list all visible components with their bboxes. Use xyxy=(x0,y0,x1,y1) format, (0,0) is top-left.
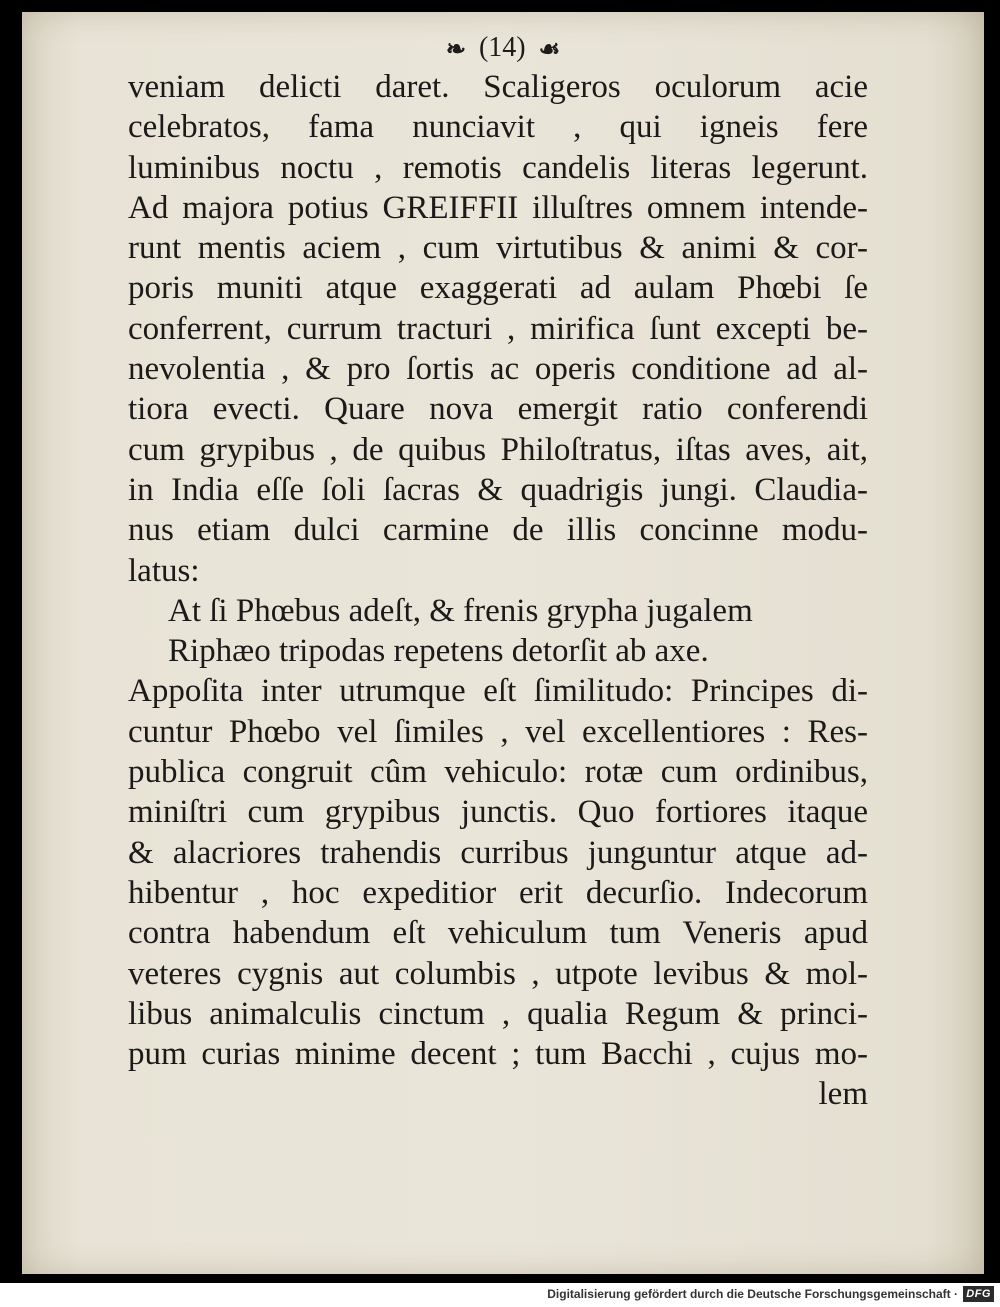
verse-line: At ſi Phœbus adeſt, & frenis grypha jugalem xyxy=(168,592,753,629)
text-line: contra habendum eſt vehiculum tum Veneris apud xyxy=(128,915,868,952)
text-line: celebratos, fama nunciavit , qui igneis fere xyxy=(128,109,868,146)
page-number: (14) xyxy=(478,32,526,63)
text-line: hibentur , hoc expeditior erit decurſio. Indecorum xyxy=(128,874,868,911)
ornament-left-icon: ❧ xyxy=(445,36,466,63)
text-line: latus: xyxy=(128,552,200,589)
footer-bar xyxy=(0,1283,1000,1307)
text-line: veniam delicti daret. Scaligeros oculorum acie xyxy=(128,69,868,105)
text-line: pum curias minime decent ; tum Bacchi , cujus mo- xyxy=(128,1036,868,1073)
footer-credit: Digitalisierung gefördert durch die Deutsche Forschungsgemeinschaft · xyxy=(547,1287,958,1301)
text-line: runt mentis aciem , cum virtutibus & animi & cor- xyxy=(128,230,868,267)
text-line: tiora evecti. Quare nova emergit ratio conferendi xyxy=(128,391,868,428)
text-line: in India eſſe ſoli ſacras & quadrigis jungi. Claudia- xyxy=(128,471,868,508)
ornament-right-icon: ☙ xyxy=(538,36,561,63)
text-line: luminibus noctu , remotis candelis literas legerunt. xyxy=(128,149,868,186)
text-line: cum grypibus , de quibus Philoſtratus, iſtas aves, ait, xyxy=(128,431,868,468)
body-text xyxy=(128,67,868,1115)
text-line: poris muniti atque exaggerati ad aulam Phœbi ſe xyxy=(128,270,868,307)
text-line: miniſtri cum grypibus junctis. Quo fortiores itaque xyxy=(128,794,868,831)
text-line: veteres cygnis aut columbis , utpote levibus & mol- xyxy=(128,955,868,992)
verse-line: Riphæo tripodas repetens detorſit ab axe. xyxy=(168,633,709,670)
book-page xyxy=(22,12,984,1274)
text-line: nus etiam dulci carmine de illis concinne modu- xyxy=(128,512,868,549)
text-line: Ad majora potius GREIFFII illuſtres omnem intende- xyxy=(128,189,868,226)
catchword: lem xyxy=(818,1076,868,1113)
text-line: nevolentia , & pro ſortis ac operis conditione ad al- xyxy=(128,351,868,388)
text-line: & alacriores trahendis curribus junguntur atque ad- xyxy=(128,834,868,871)
text-line: libus animalculis cinctum , qualia Regum & princi- xyxy=(128,995,868,1032)
text-line: publica congruit cûm vehiculo: rotæ cum ordinibus, xyxy=(128,754,868,791)
text-line: conferrent, currum tracturi , mirifica ſunt excepti be- xyxy=(128,310,868,347)
dfg-logo-icon: DFG xyxy=(963,1286,994,1302)
text-line: Appoſita inter utrumque eſt ſimilitudo: Principes di- xyxy=(128,673,868,710)
text-line: cuntur Phœbo vel ſimiles , vel excellentiores : Res- xyxy=(128,713,868,750)
page-header xyxy=(22,34,984,64)
